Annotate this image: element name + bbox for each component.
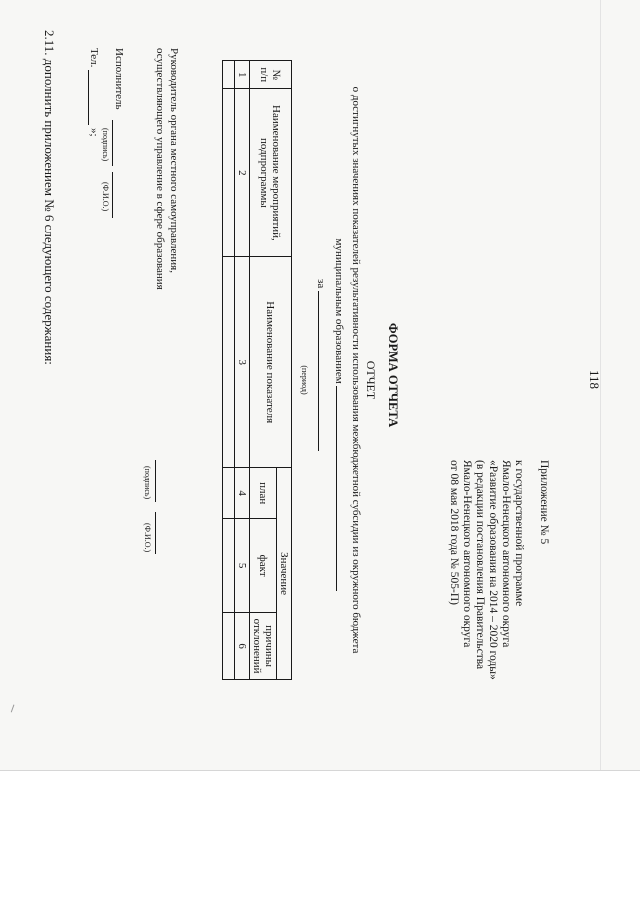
period-prefix: за <box>315 279 327 289</box>
header-measure: Наименование мероприятий, подпрограммы <box>250 89 292 257</box>
period-line <box>315 0 327 750</box>
table-empty-cell <box>223 89 235 257</box>
head-signature-line1: Руководитель органа местного самоуправления, <box>168 48 180 273</box>
report-title: ОТЧЕТ <box>364 360 378 400</box>
executor-signature-blank <box>112 120 113 166</box>
header-indicator: Наименование показателя <box>250 257 292 468</box>
col-number-cell: 6 <box>235 613 250 680</box>
col-number-cell: 1 <box>235 61 250 89</box>
municipality-blank <box>336 386 337 591</box>
appendix-line: Ямало-Ненецкого автономного округа <box>461 460 473 648</box>
phone-label: Тел. <box>88 48 100 68</box>
header-value: Значение <box>277 468 292 680</box>
period-caption: (период) <box>300 365 309 395</box>
table-empty-cell <box>223 257 235 468</box>
head-signature-line2: осуществляющего управление в сфере образования <box>154 48 166 290</box>
rotated-document <box>10 0 610 770</box>
col-number-cell: 3 <box>235 257 250 468</box>
head-signature-blank <box>155 460 156 502</box>
col-number-cell: 4 <box>235 468 250 519</box>
executor-name-caption: (Ф.И.О.) <box>101 182 110 212</box>
header-fact: факт <box>250 519 277 613</box>
col-number-cell: 5 <box>235 519 250 613</box>
table-empty-cell <box>223 519 235 613</box>
head-name-caption: (Ф.И.О.) <box>143 523 152 553</box>
phone-blank <box>88 70 89 125</box>
executor-name-blank <box>112 172 113 218</box>
header-num: № п/п <box>250 61 292 89</box>
executor-label: Исполнитель <box>113 48 125 110</box>
table-empty-cell <box>223 61 235 89</box>
col-number-cell: 2 <box>235 89 250 257</box>
appendix-line: от 08 мая 2018 года № 505-П) <box>448 460 460 605</box>
report-subtitle: о достигнутых значениях показателей результативности использования межбюджетной субсидии из окружного бюджета <box>350 86 362 654</box>
head-signature-caption: (подпись) <box>143 466 152 500</box>
table-empty-cell <box>223 613 235 680</box>
appendix-line: «Развитие образования на 2014 – 2020 годы» <box>487 460 499 680</box>
phone-suffix: »; <box>88 128 100 137</box>
appendix-title: Приложение № 5 <box>538 460 550 545</box>
report-table <box>222 60 292 680</box>
head-name-blank <box>155 512 156 554</box>
executor-signature-caption: (подпись) <box>101 128 110 162</box>
header-reasons: причины отклонений <box>250 613 277 680</box>
municipality-label: муниципальным образованием <box>333 238 345 384</box>
appendix-line: Ямало-Ненецкого автономного округа <box>500 460 512 648</box>
header-plan: план <box>250 468 277 519</box>
municipality-line <box>333 30 345 800</box>
appendix-block <box>447 460 550 680</box>
appendix-line: (в редакции постановления Правительства <box>474 460 486 670</box>
form-title: ФОРМА ОТЧЕТА <box>386 322 400 428</box>
amendment-text: 2.11. дополнить приложением № 6 следующего содержания: <box>42 30 57 365</box>
table-empty-cell <box>223 468 235 519</box>
page-number: 118 <box>587 370 602 390</box>
appendix-line: к государственной программе <box>513 460 525 607</box>
period-blank <box>318 291 319 451</box>
